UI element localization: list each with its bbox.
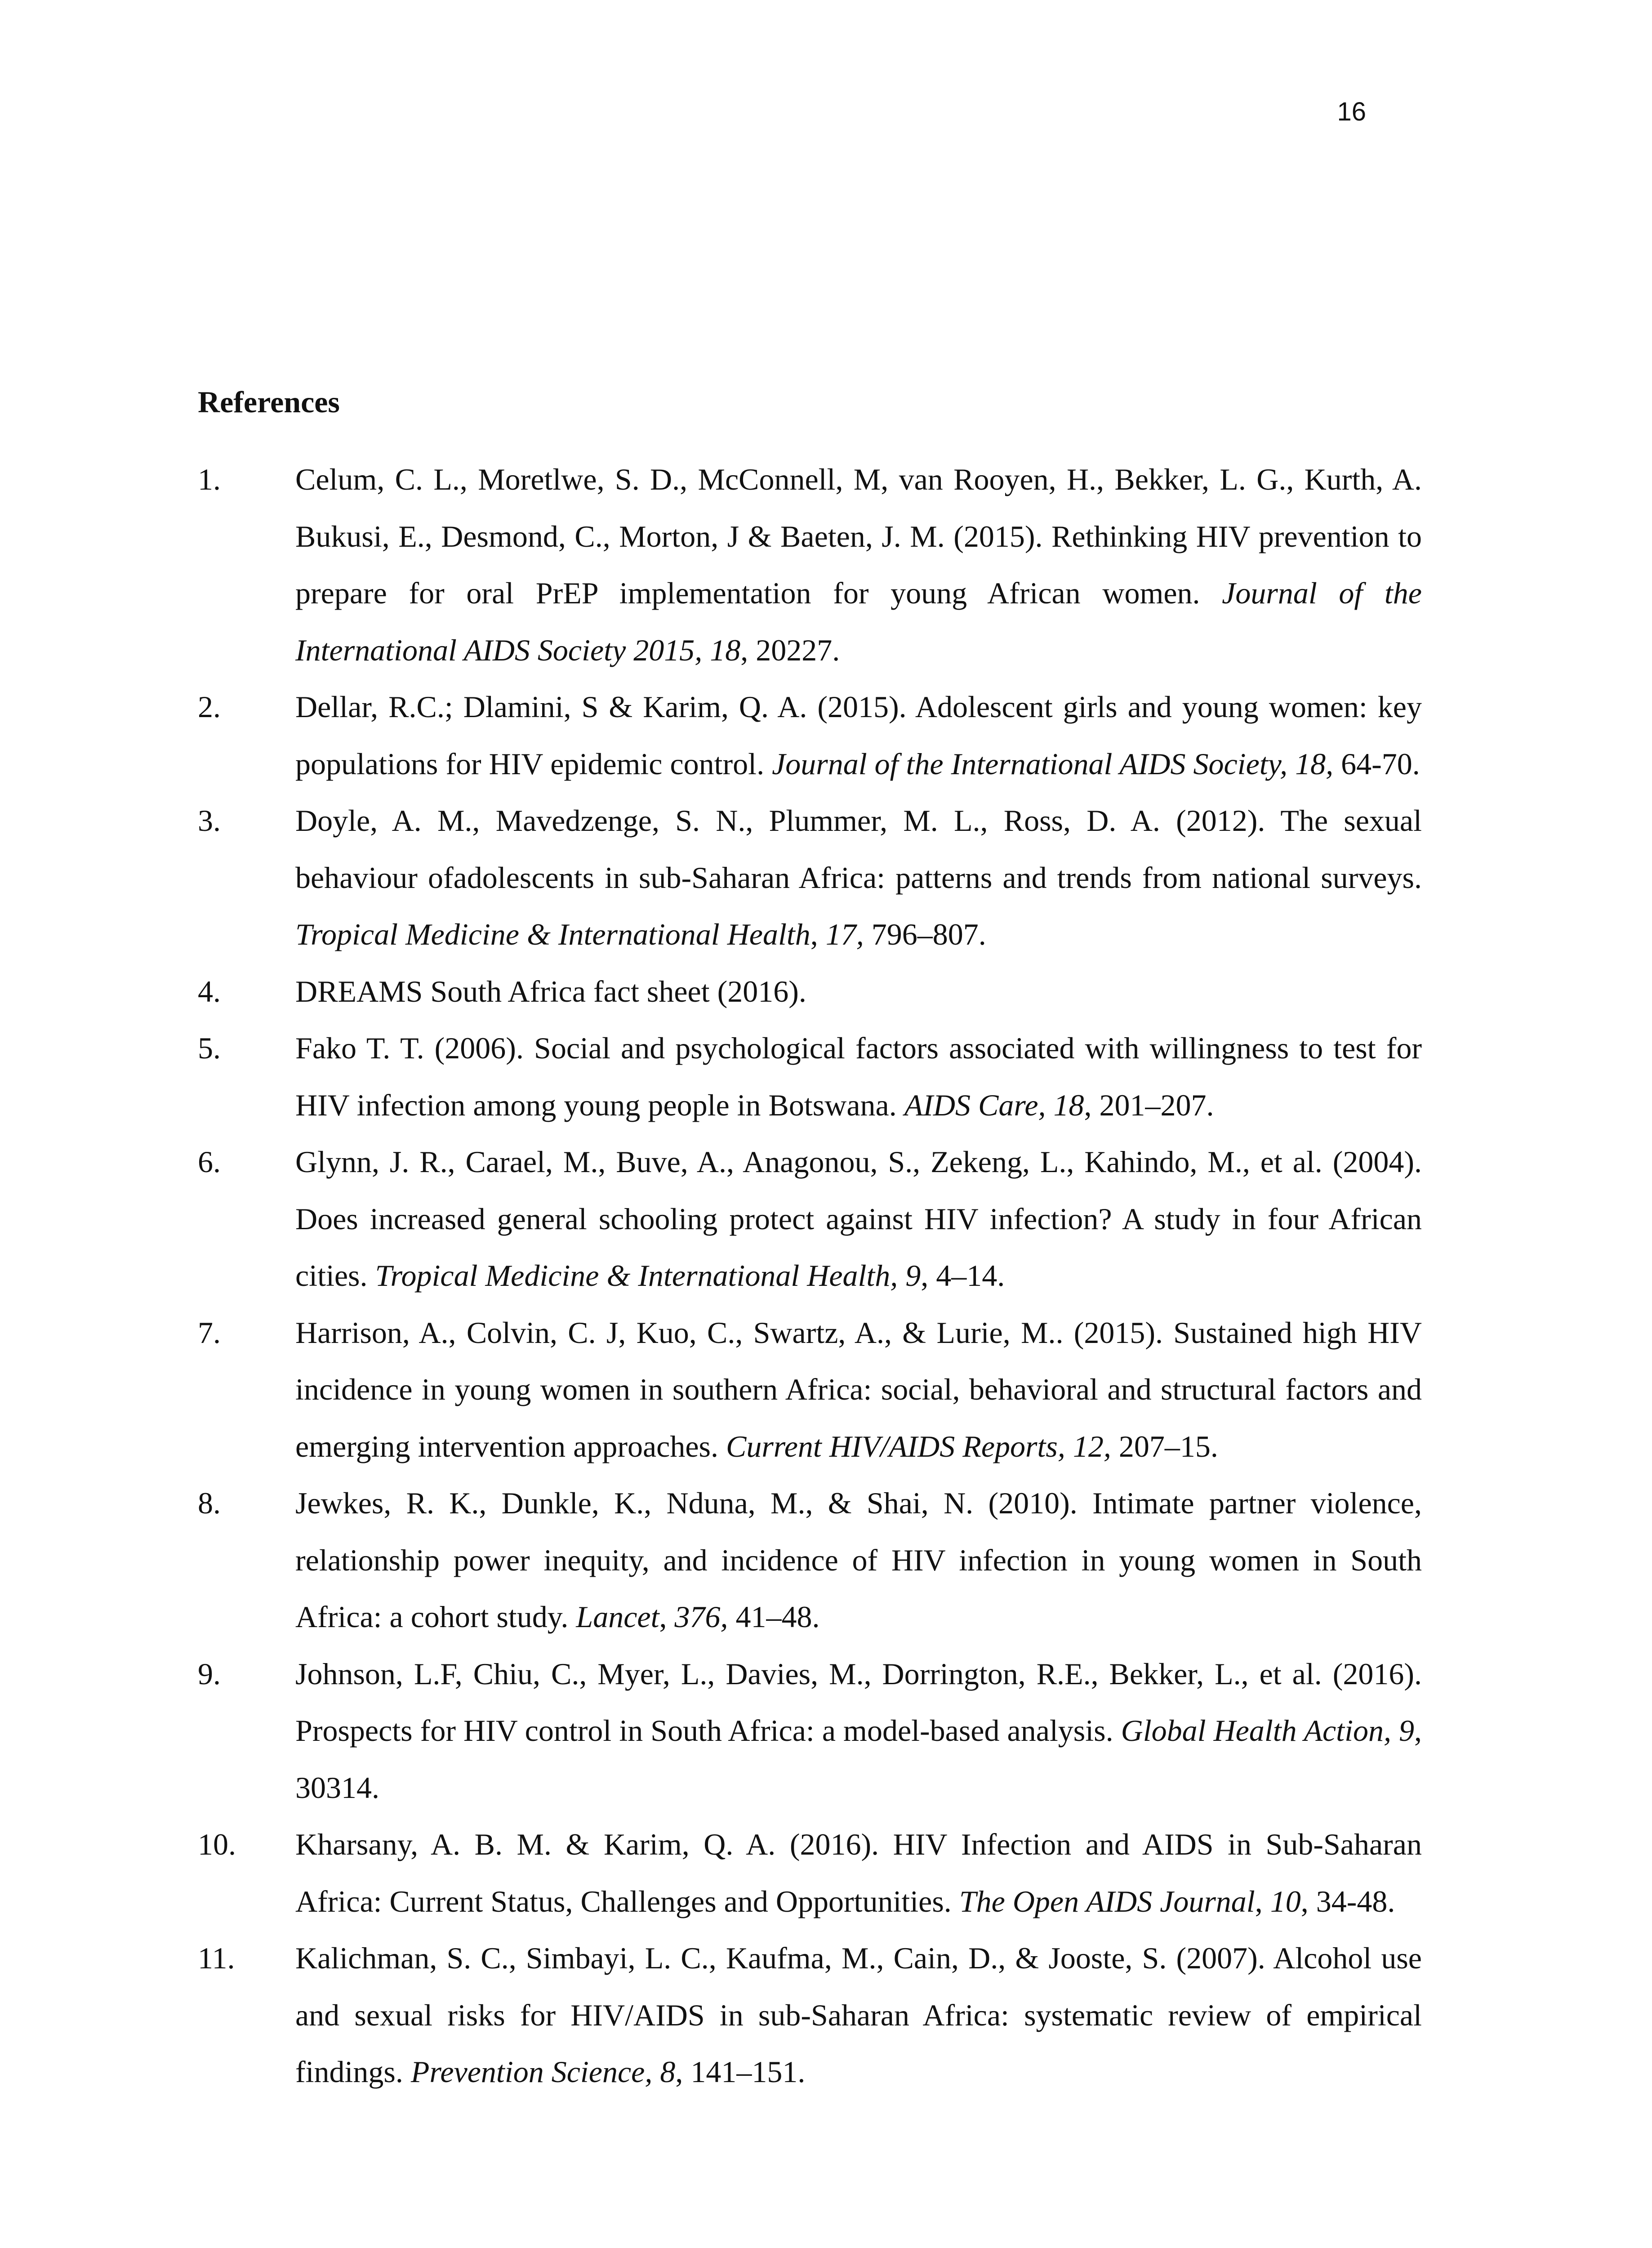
reference-text: , 34-48. <box>1300 1884 1395 1918</box>
reference-number: 7. <box>198 1315 221 1350</box>
reference-source-italic: Journal of the International AIDS Society 2015, 18 <box>295 576 1422 667</box>
reference-text: , 201–207. <box>1084 1088 1214 1122</box>
reference-text: Glynn, J. R., Carael, M., Buve, A., Anagonou, S., Zekeng, L., Kahindo, M., et al. (2004). Does increased general schooling protect against HIV infection? A study in four African cities. <box>295 1145 1422 1293</box>
reference-item <box>198 678 1422 792</box>
reference-source-italic: Tropical Medicine & International Health, 9 <box>375 1258 921 1293</box>
reference-number: 8. <box>198 1486 221 1520</box>
reference-text: Celum, C. L., Moretlwe, S. D., McConnell, M, van Rooyen, H., Bekker, L. G., Kurth, A. Bukusi, E., Desmond, C., Morton, J & Baeten, J. M. (2015). Rethinking HIV prevention to prepare for oral PrEP implementation for young African women. <box>295 462 1422 610</box>
reference-text: Harrison, A., Colvin, C. J, Kuo, C., Swartz, A., & Lurie, M.. (2015). Sustained high HIV incidence in young women in southern Africa: social, behavioral and structural factors and emerging intervention approaches. <box>295 1315 1422 1463</box>
reference-text: Johnson, L.F, Chiu, C., Myer, L., Davies, M., Dorrington, R.E., Bekker, L., et al. (2016). Prospects for HIV control in South Africa: a model-based analysis. <box>295 1656 1422 1748</box>
reference-text: , 30314. <box>295 1713 1422 1805</box>
reference-number: 6. <box>198 1145 221 1179</box>
reference-text: 207–15. <box>1111 1429 1218 1463</box>
reference-source-italic: Journal of the International AIDS Society, 18, <box>772 746 1334 781</box>
reference-source-italic: 376, <box>674 1600 728 1634</box>
reference-number: 10. <box>198 1827 236 1861</box>
reference-source-italic: Current HIV/AIDS Reports, 12, <box>726 1429 1111 1463</box>
reference-text: , 4–14. <box>921 1258 1005 1293</box>
reference-number: 5. <box>198 1031 221 1065</box>
reference-source-italic: Global Health Action, 9 <box>1121 1713 1414 1748</box>
reference-item <box>198 1304 1422 1475</box>
reference-item <box>198 1646 1422 1816</box>
page-number: 16 <box>1337 97 1366 126</box>
reference-item <box>198 792 1422 963</box>
reference-text: DREAMS South Africa fact sheet (2016). <box>295 974 806 1008</box>
reference-number: 4. <box>198 974 221 1008</box>
reference-text: , <box>810 917 826 951</box>
reference-source-italic: Tropical Medicine & International Health <box>295 917 810 951</box>
reference-item <box>198 1930 1422 2101</box>
reference-text: Doyle, A. M., Mavedzenge, S. N., Plummer, M. L., Ross, D. A. (2012). The sexual behaviour ofadolescents in sub-Saharan Africa: patterns and trends from national surveys. <box>295 803 1422 895</box>
reference-item <box>198 1475 1422 1646</box>
reference-source-italic: 10 <box>1270 1884 1301 1918</box>
reference-source-italic: AIDS Care, 18 <box>904 1088 1084 1122</box>
reference-source-italic: 17, <box>825 917 864 951</box>
reference-text: Kalichman, S. C., Simbayi, L. C., Kaufma, M., Cain, D., & Jooste, S. (2007). Alcohol use and sexual risks for HIV/AIDS in sub-Saharan Africa: systematic review of empirical findings. <box>295 1941 1422 2089</box>
reference-text: Dellar, R.C.; Dlamini, S & Karim, Q. A. (2015). Adolescent girls and young women: key populations for HIV epidemic control. <box>295 690 1422 781</box>
reference-text: , 141–151. <box>675 2055 806 2089</box>
reference-text: 796–807. <box>864 917 986 951</box>
reference-item <box>198 1816 1422 1930</box>
reference-item <box>198 1020 1422 1133</box>
reference-text: 64-70. <box>1333 746 1420 781</box>
reference-source-italic: The Open AIDS Journal <box>959 1884 1255 1918</box>
reference-text: 41–48. <box>728 1600 820 1634</box>
reference-item <box>198 451 1422 678</box>
reference-number: 3. <box>198 803 221 838</box>
reference-source-italic: Prevention Science, 8 <box>410 2055 676 2089</box>
reference-number: 11. <box>198 1941 235 1975</box>
references-heading: References <box>198 385 340 419</box>
reference-text: , 20227. <box>740 633 840 667</box>
reference-text: Kharsany, A. B. M. & Karim, Q. A. (2016). HIV Infection and AIDS in Sub-Saharan Africa: Current Status, Challenges and Opportunities. <box>295 1827 1422 1918</box>
reference-text: , <box>1255 1884 1270 1918</box>
reference-number: 1. <box>198 462 221 496</box>
reference-source-italic: Lancet <box>576 1600 659 1634</box>
reference-text: Jewkes, R. K., Dunkle, K., Nduna, M., & Shai, N. (2010). Intimate partner violence, relationship power inequity, and incidence of HIV infection in young women in South Africa: a cohort study. <box>295 1486 1422 1634</box>
reference-text: Fako T. T. (2006). Social and psychological factors associated with willingness to test for HIV infection among young people in Botswana. <box>295 1031 1422 1122</box>
reference-number: 2. <box>198 690 221 724</box>
reference-item <box>198 963 1422 1020</box>
reference-text: , <box>659 1600 675 1634</box>
reference-item <box>198 1133 1422 1304</box>
reference-list <box>198 451 1422 2101</box>
reference-number: 9. <box>198 1656 221 1691</box>
